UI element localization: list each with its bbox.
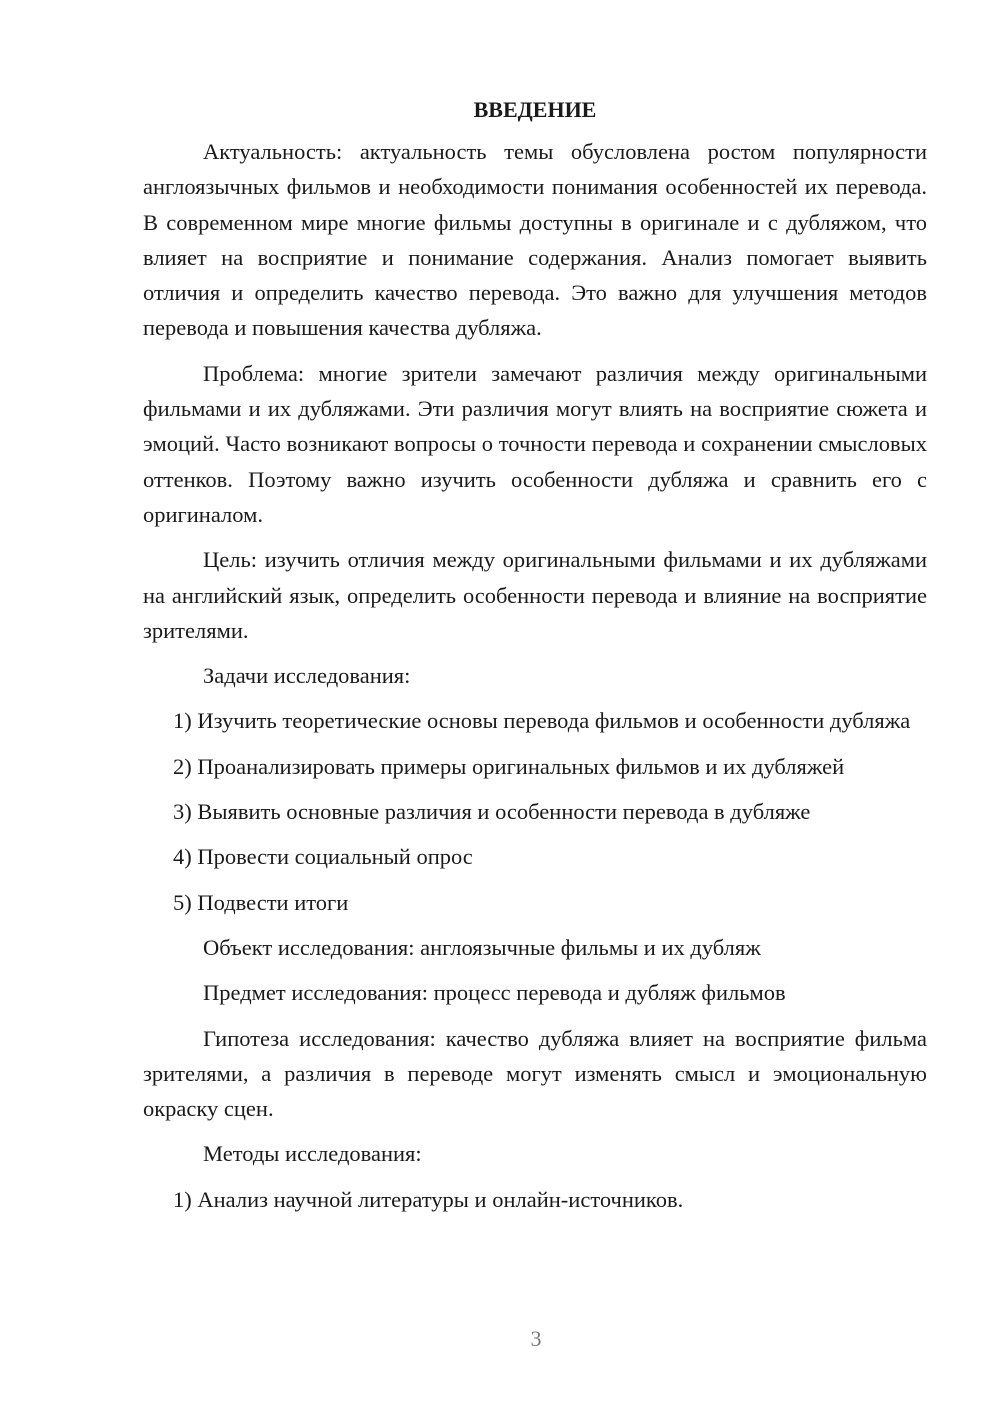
research-object: Объект исследования: англоязычные фильмы и их дубляж xyxy=(203,934,761,960)
page-title: ВВЕДЕНИЕ xyxy=(473,97,597,122)
method-item: 1) Анализ научной литературы и онлайн-источников. xyxy=(173,1186,684,1212)
problem-paragraph: Проблема: многие зрители замечают различия между оригинальными фильмами и их дубляжами. Эти различия могут влиять на восприятие сюжета и эмоций. Часто возникают вопросы о точности перевода и сохранении смысловых оттенков. Поэтому важно изучить особенности дубляжа и сравнить его с оригиналом. xyxy=(143,360,927,527)
research-subject: Предмет исследования: процесс перевода и дубляж фильмов xyxy=(203,980,786,1006)
methods-heading: Методы исследования: xyxy=(203,1141,422,1167)
page-number: 3 xyxy=(530,1326,542,1351)
goal-paragraph: Цель: изучить отличия между оригинальными фильмами и их дубляжами на английский язык, определить особенности перевода и влияние на восприятие зрителями. xyxy=(143,547,927,643)
task-item: 2) Проанализировать примеры оригинальных фильмов и их дубляжей xyxy=(173,753,845,779)
tasks-heading: Задачи исследования: xyxy=(203,663,411,689)
document-page xyxy=(143,92,927,1227)
task-item: 3) Выявить основные различия и особенности перевода в дубляже xyxy=(173,799,811,825)
relevance-paragraph: Актуальность: актуальность темы обусловлена ростом популярности англоязычных фильмов и необходимости понимания особенностей их перевода. В современном мире многие фильмы доступны в оригинале и с дубляжом, что влияет на восприятие и понимание содержания. Анализ помогает выявить отличия и определить качество перевода. Это важно для улучшения методов перевода и повышения качества дубляжа. xyxy=(143,139,927,341)
task-item: 4) Провести социальный опрос xyxy=(173,844,473,870)
task-item: 1) Изучить теоретические основы перевода фильмов и особенности дубляжа xyxy=(173,708,911,734)
hypothesis-paragraph: Гипотеза исследования: качество дубляжа влияет на восприятие фильма зрителями, а различия в переводе могут изменять смысл и эмоциональную окраску сцен. xyxy=(143,1025,927,1122)
task-item: 5) Подвести итоги xyxy=(173,889,349,915)
